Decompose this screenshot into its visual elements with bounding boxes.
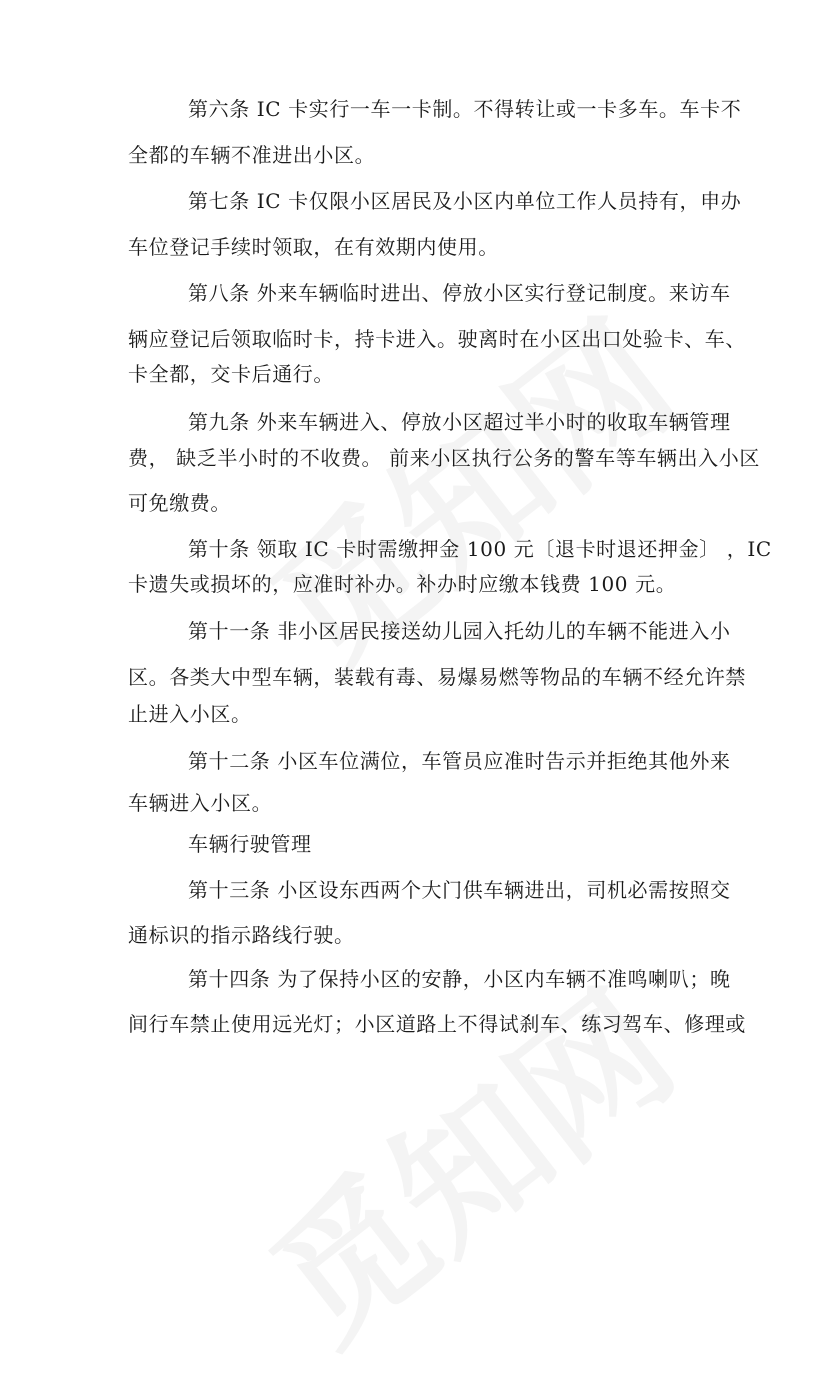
article-11-line-2: 区。各类大中型车辆，装载有毒、易爆易燃等物品的车辆不经允许禁 <box>128 665 746 689</box>
article-8-line-3: 卡全都，交卡后通行。 <box>128 362 334 386</box>
article-9-line-3: 可免缴费。 <box>128 491 231 515</box>
article-14-line-1: 第十四条 为了保持小区的安静，小区内车辆不准鸣喇叭；晚 <box>188 967 731 991</box>
article-13-line-2: 通标识的指示路线行驶。 <box>128 923 355 947</box>
article-11-line-3: 止进入小区。 <box>128 702 252 726</box>
article-13-line-1: 第十三条 小区设东西两个大门供车辆进出，司机必需按照交 <box>188 878 731 902</box>
article-7-line-1: 第七条 IC 卡仅限小区居民及小区内单位工作人员持有，申办 <box>188 189 742 213</box>
article-12-line-2: 车辆进入小区。 <box>128 791 273 815</box>
article-12-line-1: 第十二条 小区车位满位，车管员应准时告示并拒绝其他外来 <box>188 749 731 773</box>
article-7-line-2: 车位登记手续时领取，在有效期内使用。 <box>128 235 499 259</box>
section-heading: 车辆行驶管理 <box>188 832 312 856</box>
article-9-line-2: 费， 缺乏半小时的不收费。 前来小区执行公务的警车等车辆出入小区 <box>128 446 760 470</box>
article-8-line-2: 辆应登记后领取临时卡，持卡进入。驶离时在小区出口处验卡、车、 <box>128 327 746 351</box>
article-10-line-2: 卡遗失或损坏的，应准时补办。补办时应缴本钱费 100 元。 <box>128 572 677 596</box>
article-11-line-1: 第十一条 非小区居民接送幼儿园入托幼儿的车辆不能进入小 <box>188 619 731 643</box>
article-10-line-1: 第十条 领取 IC 卡时需缴押金 100 元〔退卡时退还押金〕 ，IC <box>188 537 772 561</box>
watermark <box>221 934 709 1381</box>
article-9-line-1: 第九条 外来车辆进入、停放小区超过半小时的收取车辆管理 <box>188 410 731 434</box>
article-6-line-1: 第六条 IC 卡实行一车一卡制。不得转让或一卡多车。车卡不 <box>188 97 742 121</box>
article-8-line-1: 第八条 外来车辆临时进出、停放小区实行登记制度。来访车 <box>188 281 731 305</box>
article-14-line-2: 间行车禁止使用远光灯；小区道路上不得试刹车、练习驾车、修理或 <box>128 1012 746 1036</box>
article-6-line-2: 全都的车辆不准进出小区。 <box>128 143 376 167</box>
